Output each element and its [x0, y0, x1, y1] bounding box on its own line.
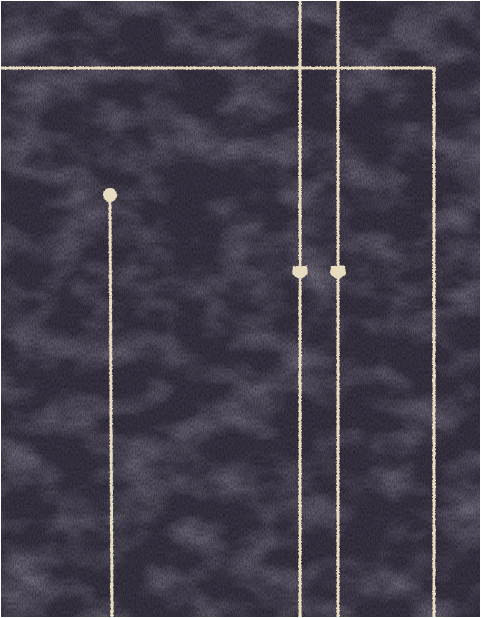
vertical-line-dot-left [110, 196, 112, 618]
dot-left [103, 188, 117, 202]
